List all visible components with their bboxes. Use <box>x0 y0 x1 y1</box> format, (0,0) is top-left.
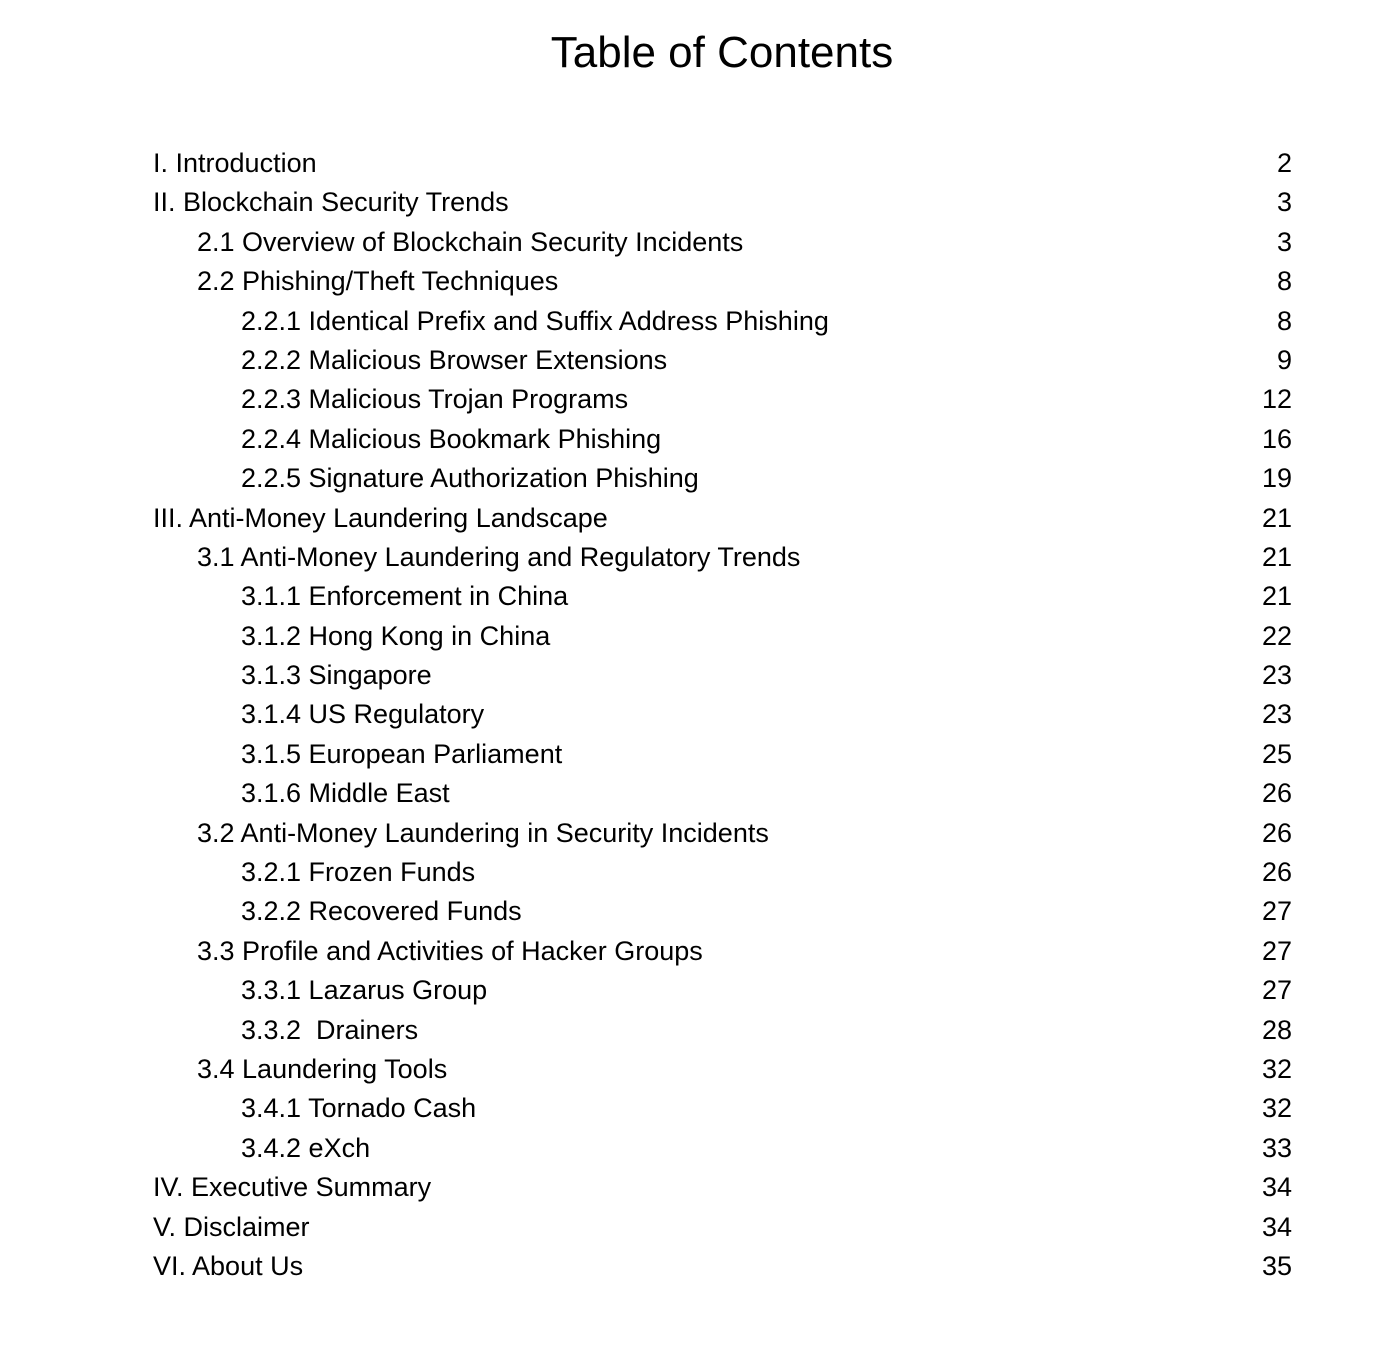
toc-entry-page-number[interactable]: 8 <box>1276 266 1292 297</box>
toc-entry[interactable] <box>0 1128 1400 1167</box>
toc-entry-label[interactable]: 2.2.5 Signature Authorization Phishing <box>241 463 699 494</box>
toc-entry-page-number[interactable]: 2 <box>1276 148 1292 178</box>
toc-entry[interactable] <box>0 773 1400 812</box>
toc-entry[interactable] <box>0 1010 1400 1049</box>
toc-entry-page-number[interactable]: 34 <box>1261 1211 1292 1242</box>
toc-entry-page-number[interactable]: 3 <box>1276 226 1292 257</box>
toc-entry-label[interactable]: 2.2 Phishing/Theft Techniques <box>197 266 559 297</box>
toc-entry-page-number[interactable]: 33 <box>1261 1132 1292 1163</box>
toc-entry-page-number[interactable]: 19 <box>1261 463 1292 494</box>
toc-entry[interactable] <box>0 734 1400 773</box>
toc-entry[interactable] <box>0 340 1400 379</box>
toc-entry[interactable] <box>0 222 1400 261</box>
page-title: Table of Contents <box>550 28 894 77</box>
toc-entry[interactable] <box>0 576 1400 615</box>
toc-entry[interactable] <box>0 852 1400 891</box>
toc-entry[interactable] <box>0 498 1400 537</box>
toc-entry-label[interactable]: 3.2.2 Recovered Funds <box>241 896 522 927</box>
toc-entry[interactable] <box>0 379 1400 418</box>
toc-entry-page-number[interactable]: 32 <box>1261 1053 1292 1084</box>
toc-entry-page-number[interactable]: 35 <box>1261 1250 1292 1281</box>
toc-entry-page-number[interactable]: 22 <box>1261 620 1292 651</box>
toc-entry-page-number[interactable]: 23 <box>1261 699 1292 730</box>
toc-entry[interactable] <box>0 1246 1400 1285</box>
toc-entry-label[interactable]: 2.2.1 Identical Prefix and Suffix Address Phishing <box>241 305 829 336</box>
toc-entry-page-number[interactable]: 12 <box>1261 384 1292 415</box>
toc-entry-page-number[interactable]: 32 <box>1261 1093 1292 1124</box>
toc-entry-page-number[interactable]: 34 <box>1261 1172 1292 1203</box>
toc-entry-page-number[interactable]: 25 <box>1261 738 1292 769</box>
toc-entry-label[interactable]: 2.2.2 Malicious Browser Extensions <box>241 344 668 375</box>
toc-entry[interactable] <box>0 931 1400 970</box>
toc-entry-page-number[interactable]: 26 <box>1261 857 1292 888</box>
toc-entry-label[interactable]: 3.1.6 Middle East <box>241 778 450 809</box>
toc-entry-label[interactable]: 3.2.1 Frozen Funds <box>241 857 476 888</box>
toc-entry-label[interactable]: 3.4.1 Tornado Cash <box>241 1093 477 1124</box>
toc-entry-label[interactable]: II. Blockchain Security Trends <box>153 187 509 218</box>
toc-entry-label[interactable]: 3.4.2 eXch <box>241 1132 371 1163</box>
toc-entry-label[interactable]: I. Introduction <box>153 148 317 178</box>
toc-entry-label[interactable]: 3.3 Profile and Activities of Hacker Groups <box>197 935 703 966</box>
toc-entry[interactable] <box>0 694 1400 733</box>
toc-entry-label[interactable]: 3.1.2 Hong Kong in China <box>241 620 551 651</box>
toc-entry-page-number[interactable]: 21 <box>1261 541 1292 572</box>
toc-entry-label[interactable]: 3.1.4 US Regulatory <box>241 699 485 730</box>
toc-entry[interactable] <box>0 143 1400 182</box>
toc-entry[interactable] <box>0 182 1400 221</box>
toc-entry[interactable] <box>0 261 1400 300</box>
toc-entry-label[interactable]: 3.2 Anti-Money Laundering in Security Incidents <box>197 817 769 848</box>
toc-entry[interactable] <box>0 537 1400 576</box>
toc-entry[interactable] <box>0 1207 1400 1246</box>
toc-entry-page-number[interactable]: 27 <box>1261 935 1292 966</box>
toc-entry-page-number[interactable]: 27 <box>1261 975 1292 1006</box>
toc-entry-label[interactable]: 2.1 Overview of Blockchain Security Incidents <box>197 226 744 257</box>
toc-entry-page-number[interactable]: 21 <box>1261 581 1292 612</box>
toc-entry-label[interactable]: IV. Executive Summary <box>153 1172 432 1203</box>
toc-entry[interactable] <box>0 1049 1400 1088</box>
toc-entry[interactable] <box>0 970 1400 1009</box>
toc-entry[interactable] <box>0 813 1400 852</box>
toc-entry-page-number[interactable]: 27 <box>1261 896 1292 927</box>
toc-entry-page-number[interactable]: 3 <box>1276 187 1292 218</box>
toc-entry-label[interactable]: 3.1.1 Enforcement in China <box>241 581 569 612</box>
toc-entry[interactable] <box>0 458 1400 497</box>
toc-entry-page-number[interactable]: 26 <box>1261 817 1292 848</box>
toc-entry-label[interactable]: VI. About Us <box>153 1250 304 1281</box>
toc-entry-label[interactable]: 3.3.1 Lazarus Group <box>241 975 488 1006</box>
toc-entry-label[interactable]: 3.4 Laundering Tools <box>197 1053 448 1084</box>
toc-entry-label[interactable]: 3.1.5 European Parliament <box>241 738 563 769</box>
toc-entry-page-number[interactable]: 21 <box>1261 502 1292 533</box>
toc-entry-label[interactable]: 3.1 Anti-Money Laundering and Regulatory Trends <box>197 541 801 572</box>
toc-entry-page-number[interactable]: 8 <box>1276 305 1292 336</box>
toc-entry[interactable] <box>0 655 1400 694</box>
toc-entry-label[interactable]: 2.2.4 Malicious Bookmark Phishing <box>241 423 662 454</box>
toc-entry[interactable] <box>0 891 1400 930</box>
toc-entry-page-number[interactable]: 23 <box>1261 660 1292 691</box>
toc-entry[interactable] <box>0 1167 1400 1206</box>
toc-entry[interactable] <box>0 419 1400 458</box>
toc-entry-page-number[interactable]: 9 <box>1276 344 1292 375</box>
toc-entry-label[interactable]: 2.2.3 Malicious Trojan Programs <box>241 384 629 415</box>
toc-entry-page-number[interactable]: 26 <box>1261 778 1292 809</box>
toc-entry[interactable] <box>0 1088 1400 1127</box>
toc-entry-label[interactable]: III. Anti-Money Laundering Landscape <box>153 502 608 533</box>
toc-entry-label[interactable]: V. Disclaimer <box>153 1211 310 1242</box>
toc-entry[interactable] <box>0 301 1400 340</box>
toc-list <box>0 143 1400 1285</box>
toc-entry-label[interactable]: 3.1.3 Singapore <box>241 660 432 691</box>
toc-entry[interactable] <box>0 616 1400 655</box>
toc-entry-label[interactable]: 3.3.2 Drainers <box>241 1014 419 1045</box>
toc-entry-page-number[interactable]: 16 <box>1261 423 1292 454</box>
toc-entry-page-number[interactable]: 28 <box>1261 1014 1292 1045</box>
